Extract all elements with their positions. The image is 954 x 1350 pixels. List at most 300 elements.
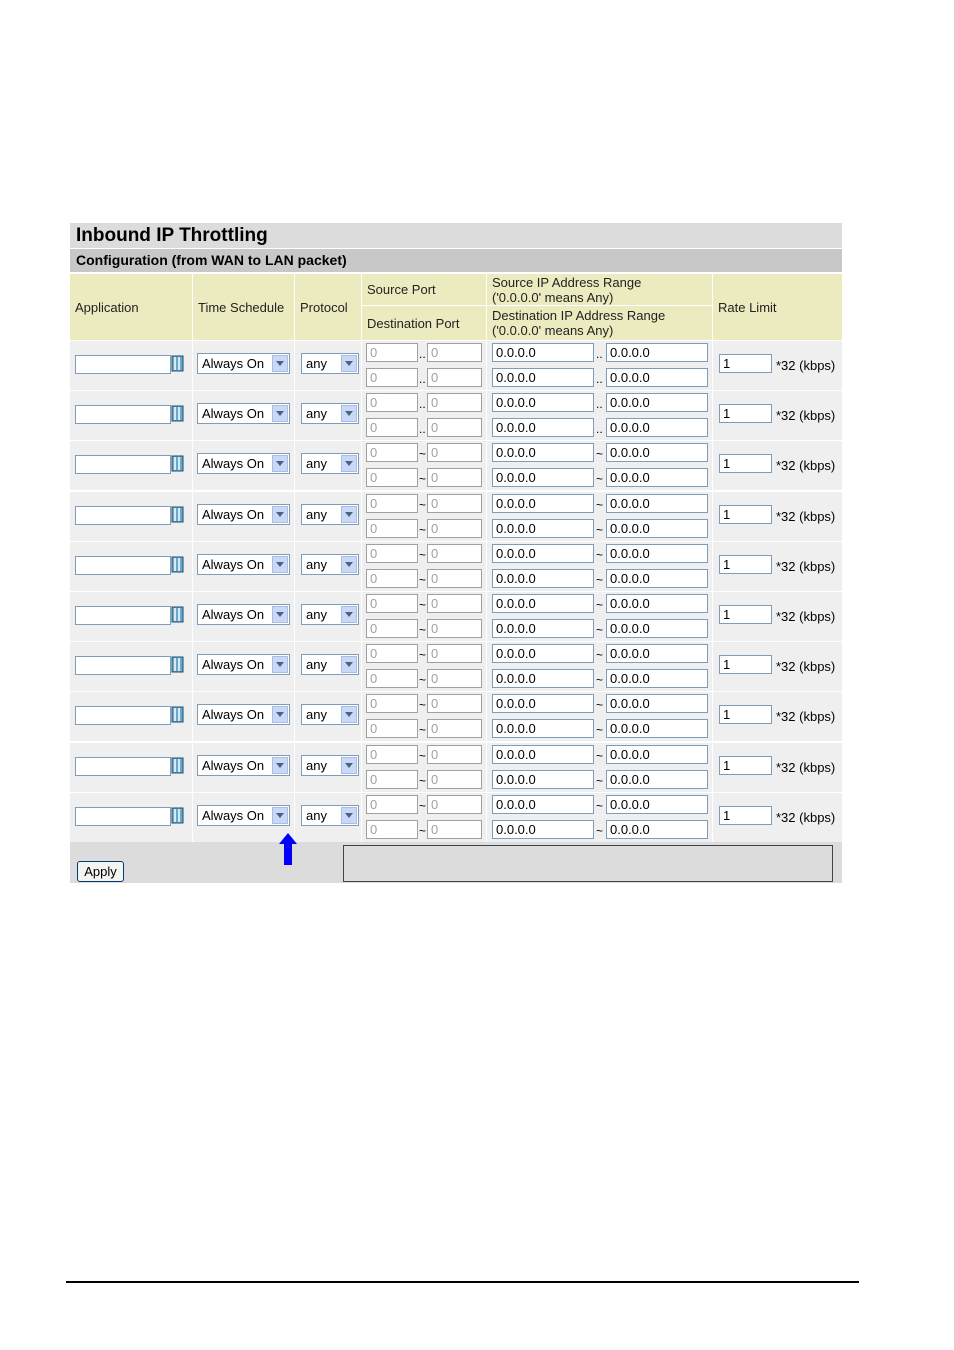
chevron-down-icon[interactable] — [272, 606, 288, 623]
time-schedule-cell — [193, 692, 294, 741]
source-ip-to-input[interactable]: 0.0.0.0 — [606, 443, 708, 462]
protocol-cell — [295, 692, 361, 741]
chevron-down-icon[interactable] — [272, 355, 288, 372]
rate-unit-label: *32 (kbps) — [776, 508, 836, 524]
source-port-to-input[interactable]: 0 — [427, 544, 482, 563]
protocol-select[interactable] — [301, 704, 359, 725]
destination-port-from-input[interactable]: 0 — [366, 569, 418, 588]
protocol-select[interactable] — [301, 654, 359, 675]
destination-ip-to-input[interactable]: 0.0.0.0 — [606, 569, 708, 588]
apply-button[interactable]: Apply — [77, 861, 124, 882]
range-separator: ~ — [419, 798, 427, 813]
header-source-ip-range — [487, 274, 712, 305]
time-schedule-value: Always On — [202, 607, 265, 622]
destination-ip-from-input[interactable]: 0.0.0.0 — [492, 569, 594, 588]
range-separator: ~ — [596, 773, 604, 788]
destination-port-from-input[interactable]: 0 — [366, 669, 418, 688]
source-ip-from-input[interactable]: 0.0.0.0 — [492, 544, 594, 563]
ip-range-cell — [487, 441, 712, 490]
range-separator: .. — [419, 397, 426, 412]
destination-ip-to-input[interactable]: 0.0.0.0 — [606, 669, 708, 688]
table-row — [70, 542, 842, 591]
book-icon[interactable] — [171, 405, 184, 422]
range-separator: ~ — [419, 748, 427, 763]
range-separator: ~ — [596, 698, 604, 713]
time-schedule-cell — [193, 592, 294, 641]
port-cell — [362, 492, 486, 541]
range-separator: .. — [596, 422, 603, 437]
time-schedule-select[interactable] — [197, 504, 290, 525]
destination-ip-from-input[interactable]: 0.0.0.0 — [492, 619, 594, 638]
header-time-schedule: Time Schedule — [193, 274, 294, 340]
ip-range-cell — [487, 492, 712, 541]
application-input[interactable] — [75, 455, 171, 474]
time-schedule-value: Always On — [202, 657, 265, 673]
source-ip-from-input[interactable]: 0.0.0.0 — [492, 343, 594, 362]
chevron-down-icon[interactable] — [272, 405, 288, 422]
page-divider — [66, 1281, 859, 1283]
table-row — [70, 743, 842, 792]
rate-limit-input[interactable]: 1 — [719, 655, 772, 674]
protocol-select[interactable] — [301, 403, 359, 424]
port-cell — [362, 793, 486, 842]
range-separator: ~ — [596, 522, 604, 537]
range-separator: ~ — [596, 547, 604, 562]
book-icon[interactable] — [171, 807, 184, 824]
protocol-select[interactable] — [301, 353, 359, 374]
protocol-value: any — [306, 657, 327, 673]
port-cell — [362, 542, 486, 591]
protocol-value: any — [306, 807, 327, 823]
chevron-down-icon[interactable] — [341, 706, 357, 723]
destination-ip-to-input[interactable]: 0.0.0.0 — [606, 468, 708, 487]
rate-limit-input[interactable]: 1 — [719, 806, 772, 825]
range-separator: ~ — [419, 723, 427, 738]
destination-ip-to-input[interactable]: 0.0.0.0 — [606, 418, 708, 437]
destination-ip-from-input[interactable]: 0.0.0.0 — [492, 820, 594, 839]
chevron-down-icon[interactable] — [272, 656, 288, 673]
rate-unit-label: *32 (kbps) — [776, 659, 836, 675]
destination-port-from-input[interactable]: 0 — [366, 468, 418, 487]
rate-limit-input[interactable]: 1 — [719, 705, 772, 724]
destination-port-from-input[interactable]: 0 — [366, 719, 418, 738]
book-icon[interactable] — [171, 656, 184, 673]
section-subtitle: Configuration (from WAN to LAN packet) — [70, 249, 842, 272]
destination-port-from-input[interactable]: 0 — [366, 519, 418, 538]
chevron-down-icon[interactable] — [272, 506, 288, 523]
range-separator: ~ — [419, 648, 427, 663]
range-separator: ~ — [419, 522, 427, 537]
protocol-value: any — [306, 456, 327, 472]
source-port-from-input[interactable]: 0 — [366, 644, 418, 663]
application-cell — [70, 692, 192, 741]
application-cell — [70, 492, 192, 541]
range-separator: ~ — [596, 748, 604, 763]
time-schedule-select[interactable] — [197, 654, 290, 675]
range-separator: ~ — [419, 698, 427, 713]
protocol-cell — [295, 793, 361, 842]
destination-port-to-input[interactable]: 0 — [427, 418, 482, 437]
destination-ip-to-input[interactable]: 0.0.0.0 — [606, 519, 708, 538]
range-separator: ~ — [596, 472, 604, 487]
time-schedule-cell — [193, 642, 294, 691]
port-cell — [362, 692, 486, 741]
source-ip-from-input[interactable]: 0.0.0.0 — [492, 694, 594, 713]
rate-unit-label: *32 (kbps) — [776, 358, 836, 373]
header-dest-ip-line1: Destination IP Address Range — [492, 308, 666, 323]
application-cell — [70, 793, 192, 842]
range-separator: .. — [419, 347, 426, 361]
header-source-ip-line2: ('0.0.0.0' means Any) — [492, 290, 614, 305]
source-ip-from-input[interactable]: 0.0.0.0 — [492, 644, 594, 663]
chevron-down-icon[interactable] — [341, 656, 357, 673]
protocol-cell — [295, 441, 361, 490]
time-schedule-cell — [193, 341, 294, 390]
application-input[interactable] — [75, 556, 171, 575]
source-port-to-input[interactable]: 0 — [427, 494, 482, 513]
rate-unit-label: *32 (kbps) — [776, 809, 836, 825]
time-schedule-value: Always On — [202, 556, 265, 572]
time-schedule-value: Always On — [202, 707, 265, 723]
time-schedule-select[interactable] — [197, 805, 290, 826]
chevron-down-icon[interactable] — [341, 355, 357, 372]
range-separator: .. — [596, 347, 603, 361]
time-schedule-select[interactable] — [197, 403, 290, 424]
protocol-select[interactable] — [301, 755, 359, 776]
destination-port-to-input[interactable]: 0 — [427, 519, 482, 538]
destination-ip-from-input[interactable]: 0.0.0.0 — [492, 719, 594, 738]
chevron-down-icon[interactable] — [272, 706, 288, 723]
ip-range-cell — [487, 391, 712, 440]
chevron-down-icon[interactable] — [272, 757, 288, 774]
range-separator: ~ — [419, 673, 427, 688]
port-cell — [362, 743, 486, 792]
source-port-to-input[interactable]: 0 — [427, 594, 482, 613]
protocol-value: any — [306, 757, 327, 773]
footer-bar — [70, 842, 842, 883]
chevron-down-icon[interactable] — [341, 556, 357, 573]
source-ip-to-input[interactable]: 0.0.0.0 — [606, 594, 708, 613]
rate-limit-input[interactable]: 1 — [719, 605, 772, 624]
destination-ip-from-input[interactable]: 0.0.0.0 — [492, 368, 594, 387]
time-schedule-select[interactable] — [197, 704, 290, 725]
rate-limit-cell — [713, 692, 842, 741]
range-separator: .. — [596, 397, 603, 412]
source-port-to-input[interactable]: 0 — [427, 694, 482, 713]
chevron-down-icon[interactable] — [341, 606, 357, 623]
application-cell — [70, 542, 192, 591]
source-ip-from-input[interactable]: 0.0.0.0 — [492, 745, 594, 764]
table-row — [70, 341, 842, 390]
source-port-from-input[interactable]: 0 — [366, 745, 418, 764]
destination-port-from-input[interactable]: 0 — [366, 368, 418, 387]
rate-limit-input[interactable]: 1 — [719, 454, 772, 473]
rate-unit-label: *32 (kbps) — [776, 458, 836, 474]
port-cell — [362, 391, 486, 440]
destination-port-from-input[interactable]: 0 — [366, 619, 418, 638]
chevron-down-icon[interactable] — [341, 757, 357, 774]
inbound-ip-throttling-panel — [70, 223, 842, 883]
application-input[interactable] — [75, 757, 171, 776]
table-row — [70, 492, 842, 541]
protocol-select[interactable] — [301, 453, 359, 474]
table-row — [70, 642, 842, 691]
source-port-from-input[interactable]: 0 — [366, 544, 418, 563]
source-port-to-input[interactable]: 0 — [427, 393, 482, 412]
rate-limit-input[interactable]: 1 — [719, 555, 772, 574]
protocol-value: any — [306, 556, 327, 572]
range-separator: ~ — [596, 648, 604, 663]
rate-limit-cell — [713, 391, 842, 440]
source-port-from-input[interactable]: 0 — [366, 594, 418, 613]
up-arrow-icon — [279, 833, 297, 865]
book-icon[interactable] — [171, 706, 184, 723]
rate-limit-input[interactable]: 1 — [719, 354, 772, 373]
rate-limit-cell — [713, 743, 842, 792]
rate-unit-label: *32 (kbps) — [776, 759, 836, 775]
rate-unit-label: *32 (kbps) — [776, 709, 836, 725]
header-source-port: Source Port — [362, 274, 486, 305]
book-icon[interactable] — [171, 506, 184, 523]
chevron-down-icon[interactable] — [341, 455, 357, 472]
protocol-cell — [295, 341, 361, 390]
source-ip-to-input[interactable]: 0.0.0.0 — [606, 795, 708, 814]
header-destination-ip-range — [487, 306, 712, 340]
source-port-from-input[interactable]: 0 — [366, 795, 418, 814]
page-title: Inbound IP Throttling — [70, 223, 842, 248]
source-port-to-input[interactable]: 0 — [427, 795, 482, 814]
time-schedule-value: Always On — [202, 356, 265, 371]
source-ip-to-input[interactable]: 0.0.0.0 — [606, 544, 708, 563]
destination-port-to-input[interactable]: 0 — [427, 368, 482, 387]
protocol-cell — [295, 391, 361, 440]
header-application: Application — [70, 274, 192, 340]
source-port-to-input[interactable]: 0 — [427, 343, 482, 362]
range-separator: ~ — [596, 447, 604, 462]
chevron-down-icon[interactable] — [341, 405, 357, 422]
source-ip-from-input[interactable]: 0.0.0.0 — [492, 443, 594, 462]
range-separator: ~ — [596, 623, 604, 637]
time-schedule-value: Always On — [202, 506, 265, 522]
source-ip-from-input[interactable]: 0.0.0.0 — [492, 494, 594, 513]
rate-limit-cell — [713, 492, 842, 541]
time-schedule-select[interactable] — [197, 453, 290, 474]
application-input[interactable] — [75, 506, 171, 525]
table-row — [70, 592, 842, 641]
range-separator: ~ — [419, 547, 427, 562]
range-separator: ~ — [596, 497, 604, 512]
port-cell — [362, 441, 486, 490]
range-separator: .. — [419, 422, 426, 437]
source-ip-to-input[interactable]: 0.0.0.0 — [606, 694, 708, 713]
ip-range-cell — [487, 542, 712, 591]
time-schedule-select[interactable] — [197, 353, 290, 374]
table-row — [70, 692, 842, 741]
source-port-to-input[interactable]: 0 — [427, 745, 482, 764]
time-schedule-cell — [193, 391, 294, 440]
chevron-down-icon[interactable] — [341, 807, 357, 824]
port-cell — [362, 341, 486, 390]
time-schedule-select[interactable] — [197, 604, 290, 625]
range-separator: ~ — [419, 823, 427, 838]
rate-limit-input[interactable]: 1 — [719, 404, 772, 423]
source-port-from-input[interactable]: 0 — [366, 494, 418, 513]
chevron-down-icon[interactable] — [272, 807, 288, 824]
source-port-from-input[interactable]: 0 — [366, 694, 418, 713]
application-cell — [70, 341, 192, 390]
destination-port-from-input[interactable]: 0 — [366, 418, 418, 437]
book-icon[interactable] — [171, 556, 184, 573]
rate-unit-label: *32 (kbps) — [776, 558, 836, 574]
protocol-value: any — [306, 356, 327, 371]
destination-port-from-input[interactable]: 0 — [366, 820, 418, 839]
destination-ip-from-input[interactable]: 0.0.0.0 — [492, 468, 594, 487]
rate-limit-cell — [713, 642, 842, 691]
source-ip-from-input[interactable]: 0.0.0.0 — [492, 594, 594, 613]
range-separator: ~ — [419, 497, 427, 512]
application-input[interactable] — [75, 405, 171, 424]
source-port-to-input[interactable]: 0 — [427, 443, 482, 462]
destination-ip-from-input[interactable]: 0.0.0.0 — [492, 770, 594, 789]
destination-ip-to-input[interactable]: 0.0.0.0 — [606, 770, 708, 789]
header-rate-limit: Rate Limit — [713, 274, 842, 340]
range-separator: ~ — [596, 798, 604, 813]
book-icon[interactable] — [171, 606, 184, 623]
destination-ip-to-input[interactable]: 0.0.0.0 — [606, 368, 708, 387]
protocol-value: any — [306, 607, 327, 622]
source-ip-to-input[interactable]: 0.0.0.0 — [606, 393, 708, 412]
application-input[interactable] — [75, 807, 171, 826]
destination-port-to-input[interactable]: 0 — [427, 820, 482, 839]
destination-port-to-input[interactable]: 0 — [427, 719, 482, 738]
protocol-select[interactable] — [301, 805, 359, 826]
application-cell — [70, 391, 192, 440]
destination-ip-from-input[interactable]: 0.0.0.0 — [492, 519, 594, 538]
port-cell — [362, 592, 486, 641]
rate-unit-label: *32 (kbps) — [776, 408, 836, 424]
rate-limit-cell — [713, 341, 842, 390]
chevron-down-icon[interactable] — [272, 556, 288, 573]
protocol-value: any — [306, 506, 327, 522]
range-separator: ~ — [419, 447, 427, 462]
application-cell — [70, 642, 192, 691]
source-ip-to-input[interactable]: 0.0.0.0 — [606, 745, 708, 764]
table-row — [70, 441, 842, 490]
time-schedule-cell — [193, 743, 294, 792]
application-cell — [70, 743, 192, 792]
protocol-select[interactable] — [301, 554, 359, 575]
rate-unit-label: *32 (kbps) — [776, 609, 836, 624]
destination-port-to-input[interactable]: 0 — [427, 619, 482, 638]
time-schedule-select[interactable] — [197, 755, 290, 776]
destination-port-to-input[interactable]: 0 — [427, 468, 482, 487]
range-separator: ~ — [419, 572, 427, 587]
destination-ip-to-input[interactable]: 0.0.0.0 — [606, 719, 708, 738]
range-separator: ~ — [596, 572, 604, 587]
protocol-value: any — [306, 707, 327, 723]
rate-limit-cell — [713, 441, 842, 490]
time-schedule-value: Always On — [202, 807, 265, 823]
destination-ip-from-input[interactable]: 0.0.0.0 — [492, 418, 594, 437]
rate-limit-cell — [713, 793, 842, 842]
range-separator: ~ — [419, 773, 427, 788]
source-ip-from-input[interactable]: 0.0.0.0 — [492, 795, 594, 814]
protocol-cell — [295, 592, 361, 641]
chevron-down-icon[interactable] — [272, 455, 288, 472]
destination-ip-to-input[interactable]: 0.0.0.0 — [606, 619, 708, 638]
application-input[interactable] — [75, 606, 171, 625]
table-row — [70, 391, 842, 440]
destination-ip-to-input[interactable]: 0.0.0.0 — [606, 820, 708, 839]
protocol-value: any — [306, 406, 327, 422]
application-input[interactable] — [75, 355, 171, 374]
rate-limit-input[interactable]: 1 — [719, 505, 772, 524]
destination-port-to-input[interactable]: 0 — [427, 669, 482, 688]
time-schedule-value: Always On — [202, 406, 265, 422]
source-port-from-input[interactable]: 0 — [366, 343, 418, 362]
book-icon[interactable] — [171, 757, 184, 774]
source-port-from-input[interactable]: 0 — [366, 443, 418, 462]
ip-range-cell — [487, 642, 712, 691]
ip-range-cell — [487, 692, 712, 741]
range-separator: ~ — [596, 673, 604, 688]
header-destination-port: Destination Port — [362, 306, 486, 340]
destination-port-to-input[interactable]: 0 — [427, 569, 482, 588]
time-schedule-cell — [193, 492, 294, 541]
application-cell — [70, 441, 192, 490]
port-cell — [362, 642, 486, 691]
source-ip-to-input[interactable]: 0.0.0.0 — [606, 494, 708, 513]
chevron-down-icon[interactable] — [341, 506, 357, 523]
table-row — [70, 793, 842, 842]
rate-limit-input[interactable]: 1 — [719, 756, 772, 775]
time-schedule-cell — [193, 441, 294, 490]
time-schedule-select[interactable] — [197, 554, 290, 575]
time-schedule-value: Always On — [202, 757, 265, 773]
destination-ip-from-input[interactable]: 0.0.0.0 — [492, 669, 594, 688]
source-ip-from-input[interactable]: 0.0.0.0 — [492, 393, 594, 412]
application-input[interactable] — [75, 706, 171, 725]
ip-range-cell — [487, 743, 712, 792]
application-input[interactable] — [75, 656, 171, 675]
time-schedule-cell — [193, 542, 294, 591]
ip-range-cell — [487, 793, 712, 842]
range-separator: ~ — [419, 623, 427, 637]
protocol-select[interactable] — [301, 604, 359, 625]
protocol-select[interactable] — [301, 504, 359, 525]
rate-limit-cell — [713, 542, 842, 591]
source-port-from-input[interactable]: 0 — [366, 393, 418, 412]
protocol-cell — [295, 492, 361, 541]
range-separator: ~ — [419, 472, 427, 487]
book-icon[interactable] — [171, 455, 184, 472]
source-port-to-input[interactable]: 0 — [427, 644, 482, 663]
destination-port-to-input[interactable]: 0 — [427, 770, 482, 789]
header-source-ip-line1: Source IP Address Range — [492, 275, 642, 290]
application-cell — [70, 592, 192, 641]
source-ip-to-input[interactable]: 0.0.0.0 — [606, 343, 708, 362]
ip-range-cell — [487, 341, 712, 390]
header-dest-ip-line2: ('0.0.0.0' means Any) — [492, 323, 614, 338]
destination-port-from-input[interactable]: 0 — [366, 770, 418, 789]
source-ip-to-input[interactable]: 0.0.0.0 — [606, 644, 708, 663]
range-separator: ~ — [596, 723, 604, 738]
header-protocol: Protocol — [295, 274, 361, 340]
protocol-cell — [295, 542, 361, 591]
message-box — [343, 845, 833, 882]
book-icon[interactable] — [171, 355, 184, 372]
protocol-cell — [295, 642, 361, 691]
